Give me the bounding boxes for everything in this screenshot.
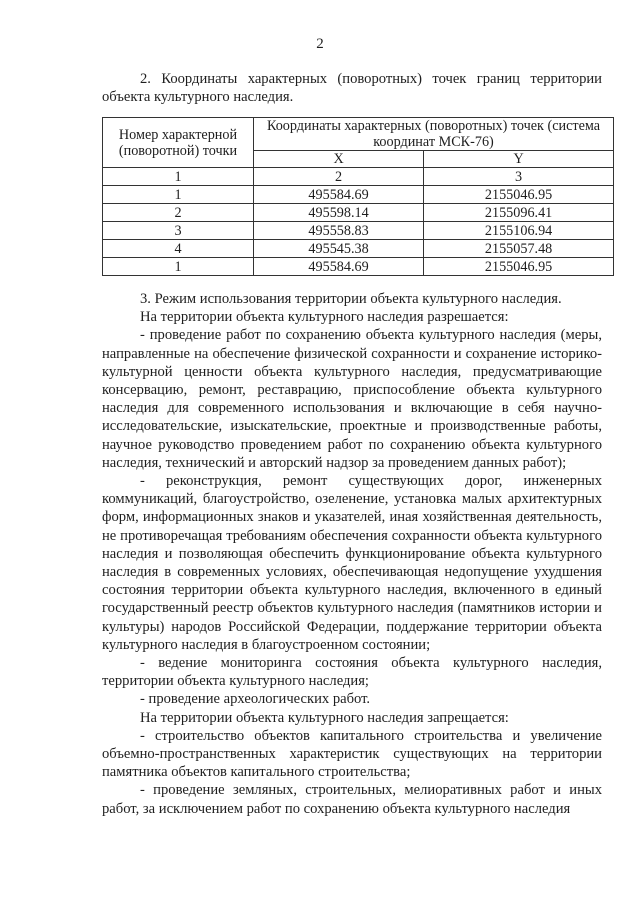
- section-3-body: [102, 290, 602, 818]
- index-cell: 1: [103, 168, 254, 186]
- x-cell: 495584.69: [254, 186, 424, 204]
- y-cell: 2155106.94: [424, 222, 614, 240]
- point-cell: 1: [103, 258, 254, 276]
- table-row: [103, 222, 614, 240]
- forbidden-item: - проведение земляных, строительных, мелиоративных работ и иных работ, за исключением работ по сохранению объекта культурного наследия: [102, 782, 602, 817]
- table-row: [103, 240, 614, 258]
- index-cell: 2: [254, 168, 424, 186]
- header-x: X: [254, 151, 424, 168]
- allowed-item: - проведение работ по сохранению объекта культурного наследия (меры, направленные на обеспечение физической сохранности и сохранение историко-культурной ценности объекта культурного наследия, предусматривающие консервацию, ремонт, реставрацию, приспособление объекта культурного наследия для современного использования и включающие в себя научно-исследовательские, изыскательские, проектные и производственные работы, научное руководство проведением работ по сохранению объекта культурного наследия, технический и авторский надзор за проведением данных работ);: [102, 327, 602, 471]
- page-number: 2: [316, 36, 324, 52]
- point-cell: 1: [103, 186, 254, 204]
- table-row: [103, 186, 614, 204]
- x-cell: 495558.83: [254, 222, 424, 240]
- index-cell: 3: [424, 168, 614, 186]
- header-y: Y: [424, 151, 614, 168]
- point-cell: 4: [103, 240, 254, 258]
- section-2-heading: 2. Координаты характерных (поворотных) точек границ территории объекта культурного наследия.: [102, 71, 602, 105]
- table-row: [103, 258, 614, 276]
- point-cell: 2: [103, 204, 254, 222]
- table-row: [103, 204, 614, 222]
- allowed-item: - ведение мониторинга состояния объекта культурного наследия, территории объекта культурного наследия;: [102, 655, 602, 690]
- point-cell: 3: [103, 222, 254, 240]
- y-cell: 2155046.95: [424, 186, 614, 204]
- x-cell: 495545.38: [254, 240, 424, 258]
- y-cell: 2155096.41: [424, 204, 614, 222]
- forbidden-item: - строительство объектов капитального строительства и увеличение объемно-пространственных характеристик существующих на территории памятника объектов капитального строительства;: [102, 727, 602, 781]
- header-coordinates: Координаты характерных (поворотных) точек (система координат МСК-76): [254, 118, 614, 151]
- allowed-intro: На территории объекта культурного наследия разрешается:: [140, 309, 509, 326]
- y-cell: 2155046.95: [424, 258, 614, 276]
- table-index-row: [103, 168, 614, 186]
- allowed-item: - проведение археологических работ.: [140, 691, 371, 708]
- forbidden-intro: На территории объекта культурного наследия запрещается:: [140, 709, 509, 726]
- x-cell: 495598.14: [254, 204, 424, 222]
- allowed-item: - реконструкция, ремонт существующих дорог, инженерных коммуникаций, благоустройство, озеленение, установка малых архитектурных форм, информационных знаков и указателей, иная хозяйственная деятельность, не противоречащая требованиям обеспечения сохранности объекта культурного наследия и позволяющая обеспечить функционирование объекта культурного наследия в современных условиях, обеспечивающая недопущение ухудшения состояния территории объекта культурного наследия, включенного в единый государственный реестр объектов культурного наследия (памятников истории и культуры) народов Российской Федерации, поддержание территории объекта культурного наследия в благоустроенном состоянии;: [102, 473, 602, 653]
- y-cell: 2155057.48: [424, 240, 614, 258]
- section-3-heading: 3. Режим использования территории объекта культурного наследия.: [140, 291, 562, 307]
- coordinates-table: [102, 117, 614, 276]
- header-point-number: Номер характерной (поворотной) точки: [103, 118, 254, 168]
- x-cell: 495584.69: [254, 258, 424, 276]
